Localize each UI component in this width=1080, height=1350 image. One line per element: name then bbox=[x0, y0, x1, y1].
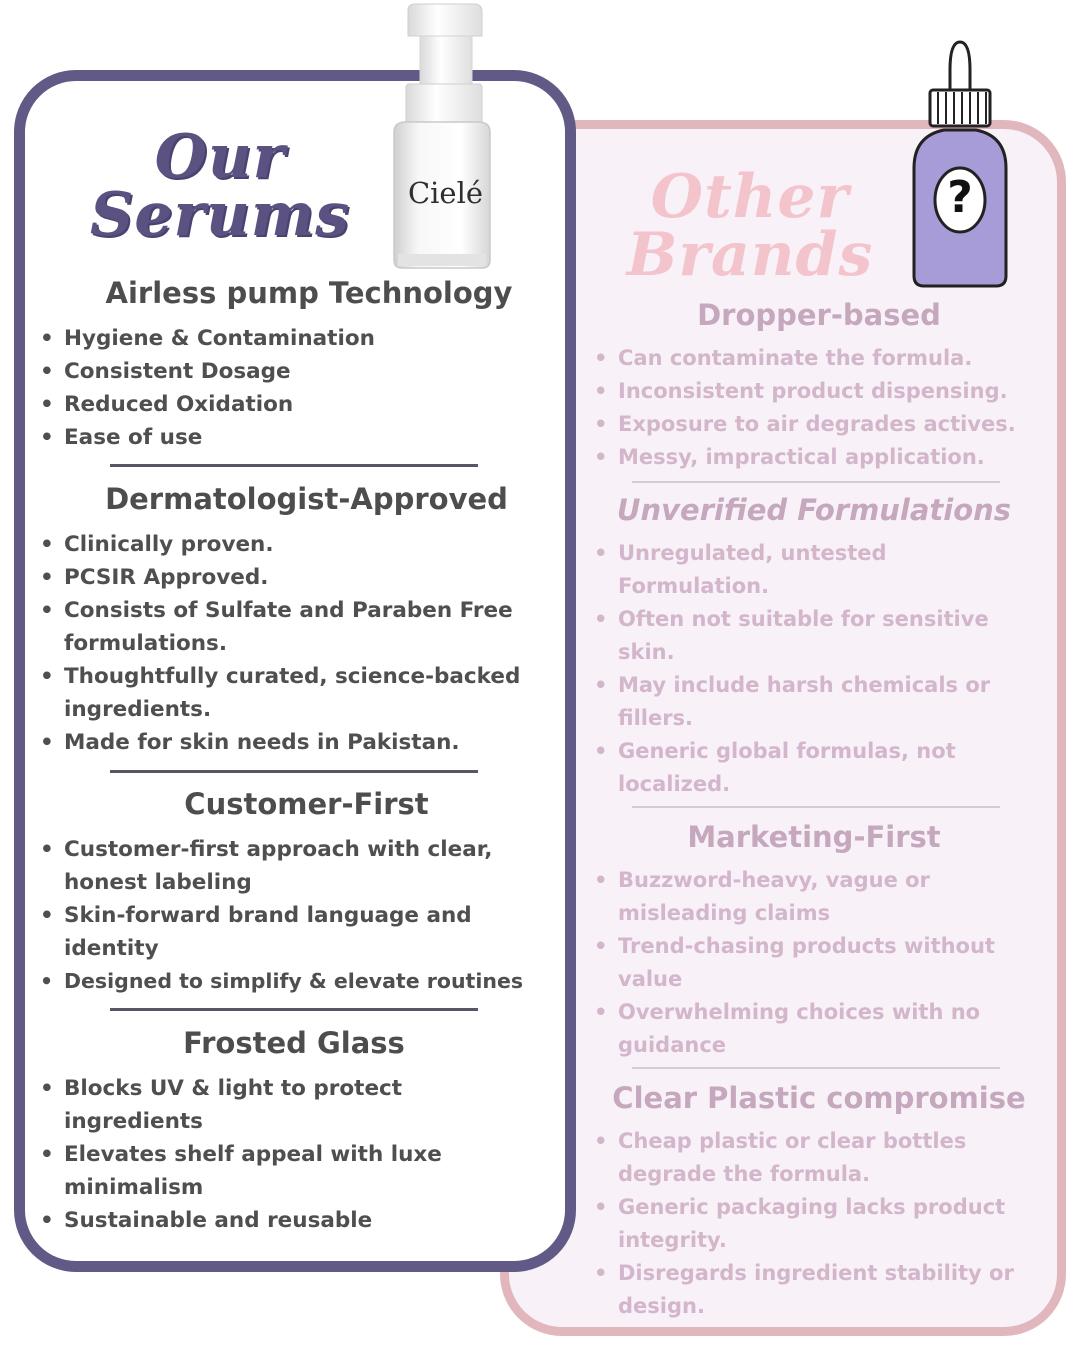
bullet-icon: • bbox=[594, 412, 608, 436]
bullet-icon: • bbox=[594, 607, 608, 631]
right-section-marketing bbox=[594, 818, 1034, 1062]
bullet-icon: • bbox=[594, 868, 608, 892]
bullet-list bbox=[594, 537, 1034, 801]
bullet-icon: • bbox=[594, 1261, 608, 1285]
title-line-our: Our bbox=[154, 122, 286, 192]
list-item: • Consistent Dosage bbox=[40, 355, 570, 388]
list-item: • Often not suitable for sensitive skin. bbox=[594, 603, 1034, 669]
list-item: • Inconsistent product dispensing. bbox=[594, 375, 1044, 408]
dropper-bottle-icon bbox=[900, 40, 1020, 290]
other-brands-title bbox=[600, 162, 900, 290]
list-item: • Ease of use bbox=[40, 421, 570, 454]
left-section-dermatologist bbox=[40, 480, 565, 759]
section-divider bbox=[110, 770, 478, 773]
bullet-icon: • bbox=[40, 1142, 54, 1167]
bullet-icon: • bbox=[40, 532, 54, 557]
section-heading: Dropper-based bbox=[697, 298, 941, 332]
list-item: • Consists of Sulfate and Paraben Free formulations. bbox=[40, 594, 565, 660]
title-line-brands: Brands bbox=[626, 220, 874, 290]
bottle-brand-label: Cielé bbox=[407, 176, 484, 210]
list-item: • Disregards ingredient stability or design. bbox=[594, 1257, 1044, 1323]
section-divider bbox=[110, 464, 478, 467]
bullet-icon: • bbox=[594, 1129, 608, 1153]
list-item: • Exposure to air degrades actives. bbox=[594, 408, 1044, 441]
section-divider bbox=[632, 806, 1000, 808]
bullet-icon: • bbox=[40, 392, 54, 417]
bullet-icon: • bbox=[594, 541, 608, 565]
our-serums-title bbox=[70, 122, 370, 250]
section-divider bbox=[632, 481, 1000, 483]
list-item: • Can contaminate the formula. bbox=[594, 342, 1044, 375]
bullet-icon: • bbox=[40, 664, 54, 689]
bullet-list bbox=[594, 342, 1044, 474]
bullet-list bbox=[40, 833, 565, 998]
bullet-icon: • bbox=[40, 1208, 54, 1233]
bullet-list bbox=[40, 322, 570, 454]
question-mark-icon: ? bbox=[947, 172, 973, 223]
list-item: • Blocks UV & light to protect ingredients bbox=[40, 1072, 540, 1138]
bullet-icon: • bbox=[40, 969, 54, 993]
left-section-airless bbox=[40, 274, 570, 454]
list-item: • Buzzword-heavy, vague or misleading claims bbox=[594, 864, 1034, 930]
list-item: • Hygiene & Contamination bbox=[40, 322, 570, 355]
pump-bottle-icon bbox=[386, 2, 496, 272]
list-item: • Thoughtfully curated, science-backed ingredients. bbox=[40, 660, 565, 726]
list-item: • Overwhelming choices with no guidance bbox=[594, 996, 1034, 1062]
bullet-list bbox=[40, 528, 565, 759]
list-item: • Clinically proven. bbox=[40, 528, 565, 561]
right-section-unverified bbox=[594, 491, 1034, 801]
list-item: • Sustainable and reusable bbox=[40, 1204, 540, 1237]
bullet-icon: • bbox=[594, 673, 608, 697]
list-item: • Designed to simplify & elevate routines bbox=[40, 965, 565, 998]
title-line-serums: Serums bbox=[89, 180, 350, 250]
list-item: • Skin-forward brand language and identity bbox=[40, 899, 565, 965]
bullet-icon: • bbox=[594, 445, 608, 469]
section-divider bbox=[632, 1067, 1000, 1069]
list-item: • Customer-first approach with clear, honest labeling bbox=[40, 833, 565, 899]
bullet-icon: • bbox=[594, 379, 608, 403]
right-section-plastic bbox=[594, 1079, 1044, 1323]
bullet-icon: • bbox=[40, 565, 54, 590]
bullet-icon: • bbox=[594, 934, 608, 958]
bullet-icon: • bbox=[594, 739, 608, 763]
left-section-customer bbox=[40, 785, 565, 998]
list-item: • Generic packaging lacks product integrity. bbox=[594, 1191, 1044, 1257]
list-item: • Generic global formulas, not localized. bbox=[594, 735, 1034, 801]
section-heading: Clear Plastic compromise bbox=[612, 1081, 1026, 1115]
section-heading: Customer-First bbox=[184, 787, 429, 821]
bullet-list bbox=[594, 1125, 1044, 1323]
bullet-icon: • bbox=[40, 598, 54, 623]
bullet-icon: • bbox=[40, 425, 54, 450]
section-divider bbox=[110, 1008, 478, 1011]
bullet-list bbox=[40, 1072, 540, 1237]
bullet-icon: • bbox=[40, 903, 54, 928]
bullet-list bbox=[594, 864, 1034, 1062]
bullet-icon: • bbox=[594, 346, 608, 370]
section-heading: Dermatologist-Approved bbox=[105, 482, 508, 516]
bullet-icon: • bbox=[40, 837, 54, 862]
title-line-other: Other bbox=[650, 162, 850, 232]
section-heading: Frosted Glass bbox=[183, 1026, 405, 1060]
bullet-icon: • bbox=[594, 1000, 608, 1024]
section-heading: Unverified Formulations bbox=[616, 493, 1012, 527]
list-item: • Reduced Oxidation bbox=[40, 388, 570, 421]
list-item: • May include harsh chemicals or fillers. bbox=[594, 669, 1034, 735]
list-item: • Messy, impractical application. bbox=[594, 441, 1044, 474]
bullet-icon: • bbox=[594, 1195, 608, 1219]
list-item: • PCSIR Approved. bbox=[40, 561, 565, 594]
list-item: • Cheap plastic or clear bottles degrade the formula. bbox=[594, 1125, 1044, 1191]
list-item: • Made for skin needs in Pakistan. bbox=[40, 726, 565, 759]
bullet-icon: • bbox=[40, 730, 54, 755]
bullet-icon: • bbox=[40, 326, 54, 351]
left-section-frosted bbox=[40, 1024, 540, 1237]
list-item: • Trend-chasing products without value bbox=[594, 930, 1034, 996]
bullet-icon: • bbox=[40, 359, 54, 384]
list-item: • Elevates shelf appeal with luxe minimalism bbox=[40, 1138, 540, 1204]
list-item: • Unregulated, untested Formulation. bbox=[594, 537, 1034, 603]
section-heading: Airless pump Technology bbox=[105, 276, 513, 310]
section-heading: Marketing-First bbox=[687, 820, 941, 854]
bullet-icon: • bbox=[40, 1076, 54, 1101]
right-section-dropper bbox=[594, 296, 1044, 474]
